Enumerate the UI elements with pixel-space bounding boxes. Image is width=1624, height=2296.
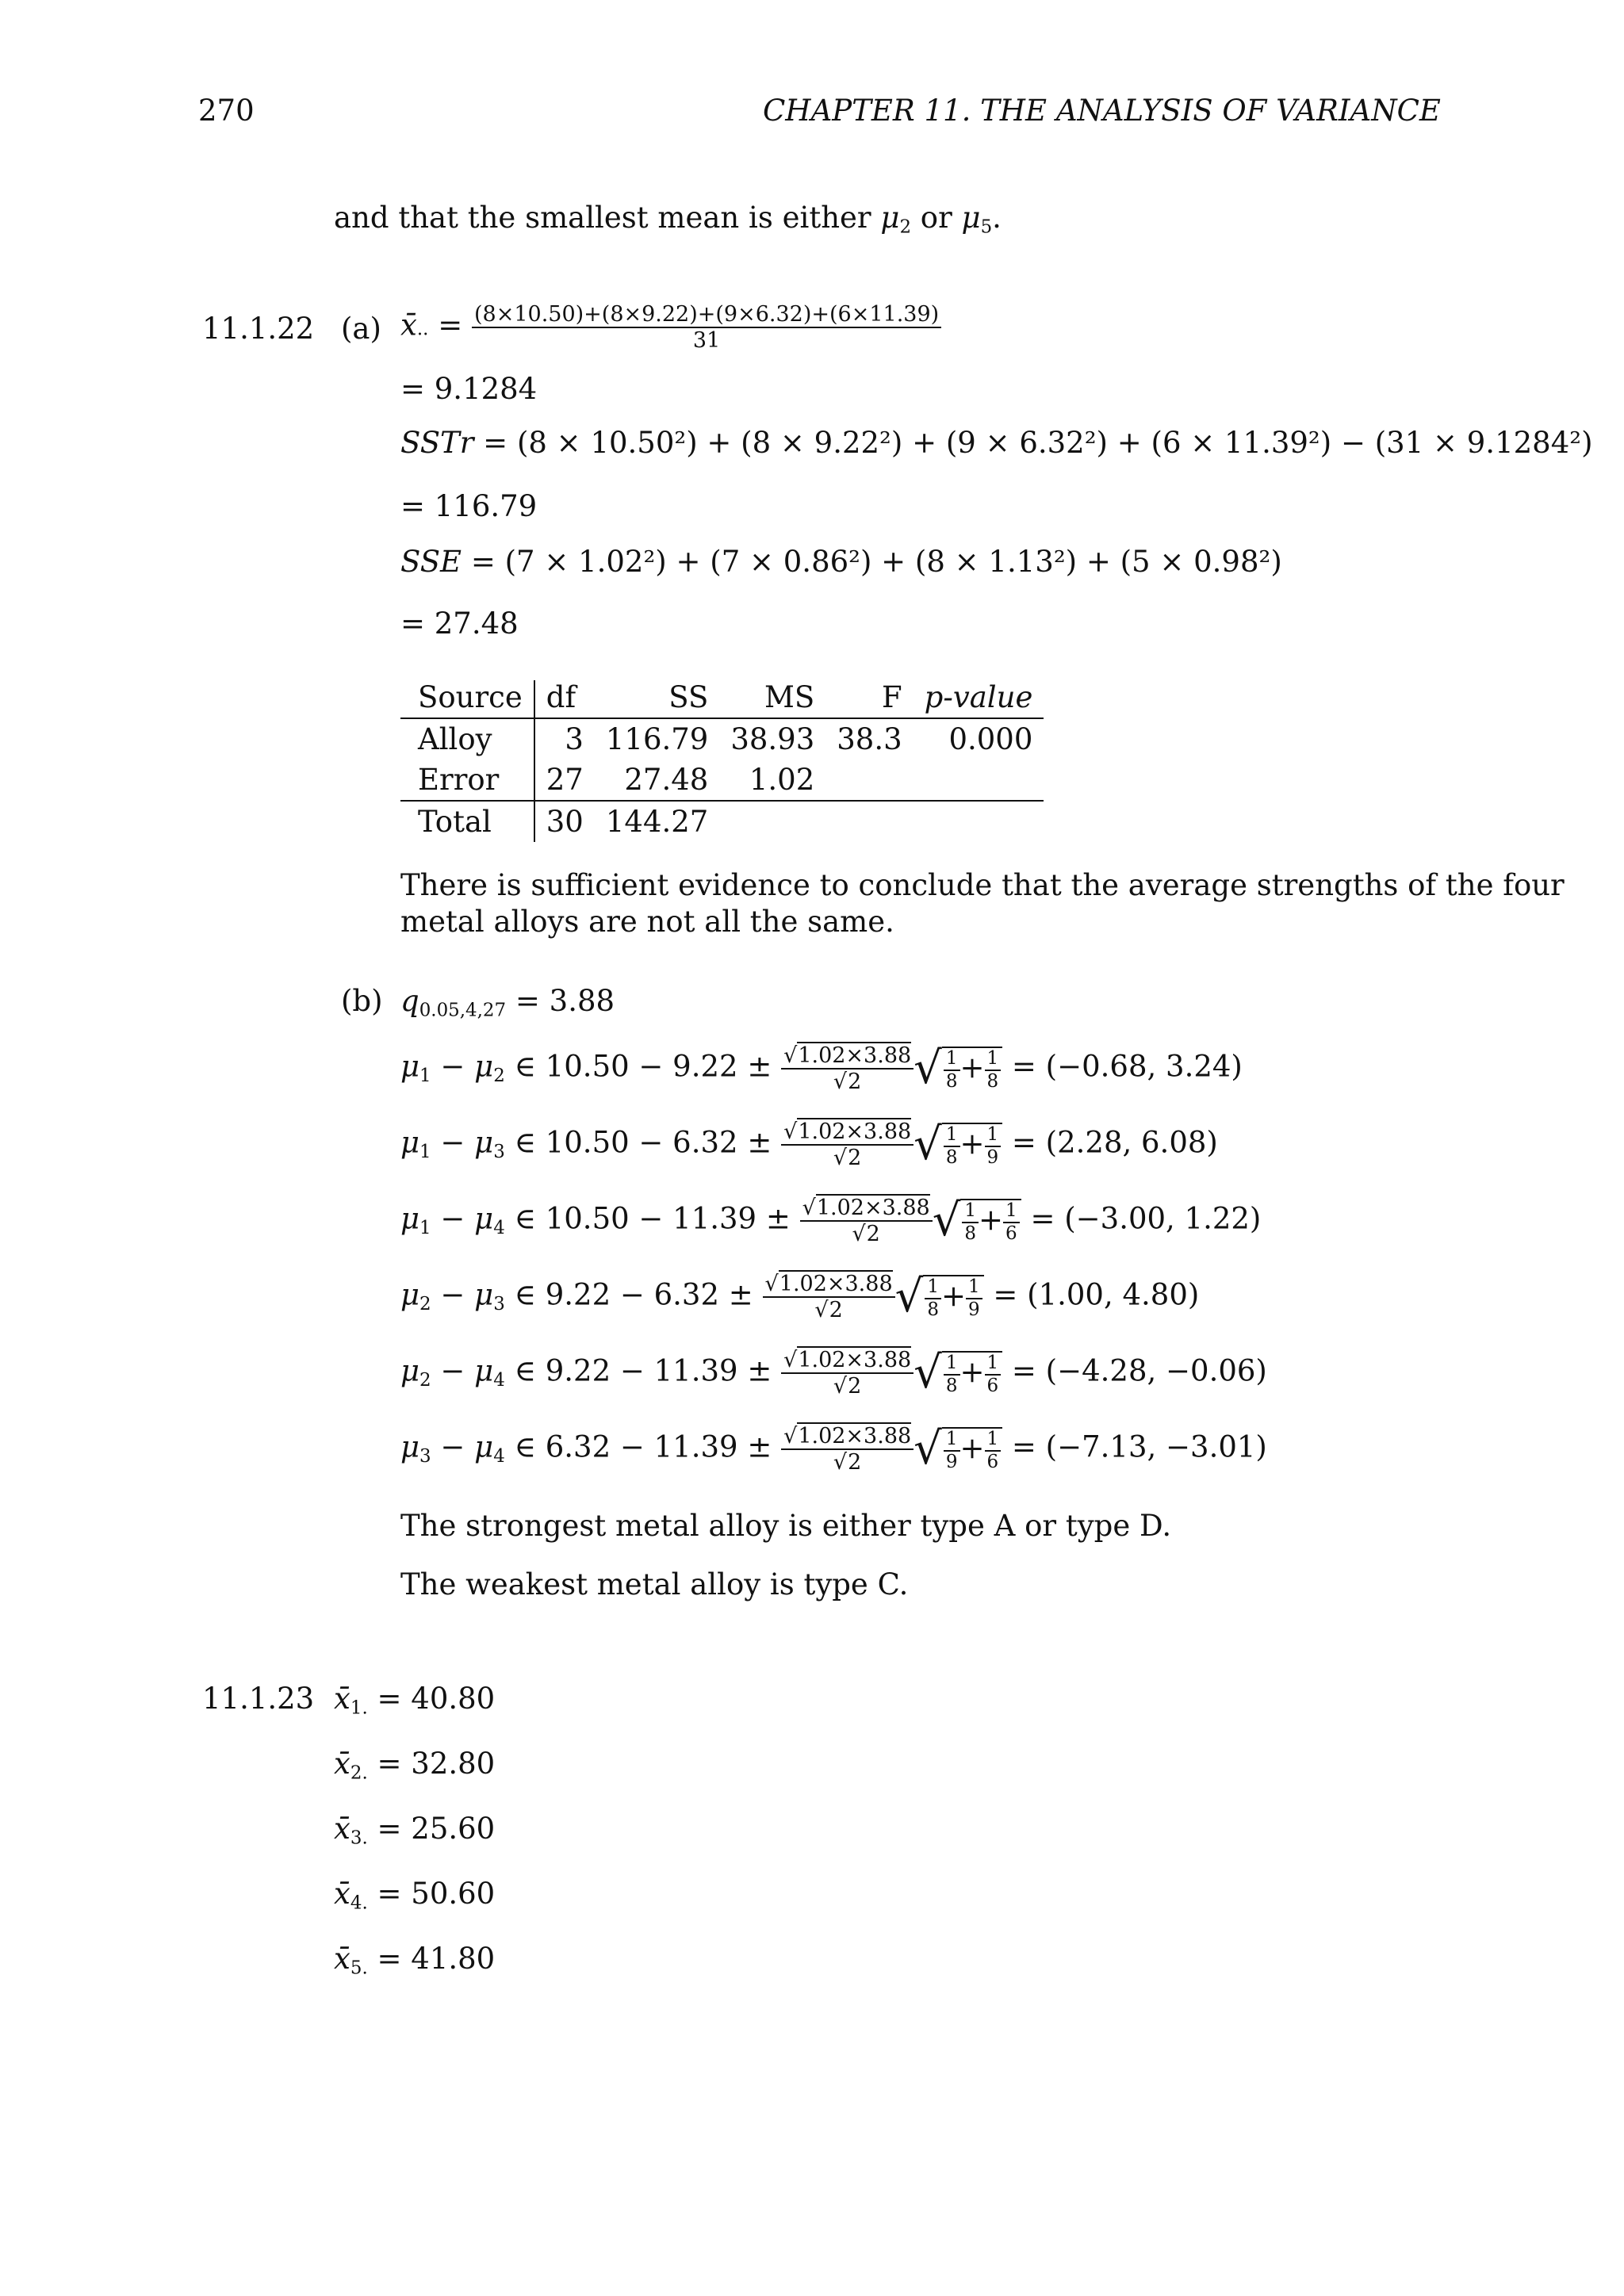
header-ss: SS xyxy=(668,680,709,714)
page-number: 270 xyxy=(198,94,255,128)
part-b-label: (b) xyxy=(341,984,383,1018)
problem-number-22: 11.1.22 xyxy=(202,312,315,346)
sqrt-fraction: $\frac{√1.02\times 3.88}{√2}$ xyxy=(781,1045,914,1093)
mean-row: $x̄_{1.} = 40.80$ xyxy=(334,1682,496,1719)
table-header-row xyxy=(400,680,1044,718)
table-row: Error 27 27.48 1.02 xyxy=(400,760,1044,801)
interval-row: $\mu_1 - \mu_3$ ∈ 10.50 − 6.32 ± $\frac{√1.02\times 3.88}{√2}$ √ $\frac{1}{8}$ + $\frac{1}{9}$ = (2.28, 6.08) xyxy=(400,1119,1218,1170)
interval-row: $\mu_2 - \mu_3$ ∈ 9.22 − 6.32 ± $\frac{√1.02\times 3.88}{√2}$ √ $\frac{1}{8}$ + $\frac{1}{9}$ = (1.00, 4.80) xyxy=(400,1271,1200,1322)
header-df: df xyxy=(546,680,576,714)
sse-result: = 27.48 xyxy=(400,607,519,641)
sqrt-term: √ $\frac{1}{8}$ + $\frac{1}{9}$ xyxy=(895,1275,984,1319)
sstr-result: = 116.79 xyxy=(400,489,538,523)
table-row: Total 30 144.27 xyxy=(400,801,1044,842)
xbar-result: = 9.1284 xyxy=(400,372,538,406)
intro-line: and that the smallest mean is either $\mu_2$ or $\mu_5$. xyxy=(334,201,1002,238)
interval-row: $\mu_1 - \mu_4$ ∈ 10.50 − 11.39 ± $\frac{√1.02\times 3.88}{√2}$ √ $\frac{1}{8}$ + $\frac{1}{6}$ = (−3.00, 1.22) xyxy=(400,1195,1262,1246)
part-a-label: (a) xyxy=(341,312,381,346)
conclusion-line-2: metal alloys are not all the same. xyxy=(400,905,894,939)
sqrt-fraction: $\frac{√1.02\times 3.88}{√2}$ xyxy=(781,1425,914,1473)
header-pvalue: p-value xyxy=(924,680,1033,714)
sqrt-term: √ $\frac{1}{8}$ + $\frac{1}{6}$ xyxy=(914,1351,1002,1395)
mean-row: $x̄_{2.} = 32.80$ xyxy=(334,1747,496,1784)
sqrt-term: √ $\frac{1}{8}$ + $\frac{1}{9}$ xyxy=(914,1123,1002,1167)
strongest-conclusion: The strongest metal alloy is either type A or type D. xyxy=(400,1509,1172,1543)
problem-number-23: 11.1.23 xyxy=(202,1682,315,1716)
header-source: Source xyxy=(400,680,534,718)
sqrt-fraction: $\frac{√1.02\times 3.88}{√2}$ xyxy=(781,1121,914,1169)
sse-equation: SSE = (7 × 1.02²) + (7 × 0.86²) + (8 × 1.13²) + (5 × 0.98²) xyxy=(400,545,1282,579)
sqrt-fraction: $\frac{√1.02\times 3.88}{√2}$ xyxy=(800,1197,933,1245)
conclusion-line-1: There is sufficient evidence to conclude that the average strengths of the four xyxy=(400,868,1565,902)
q-value: $q_{0.05,4,27} = 3.88$ xyxy=(400,984,615,1021)
sstr-equation: SSTr = (8 × 10.50²) + (8 × 9.22²) + (9 × 6.32²) + (6 × 11.39²) − (31 × 9.1284²) xyxy=(400,426,1593,460)
running-header: CHAPTER 11. THE ANALYSIS OF VARIANCE xyxy=(763,94,1441,128)
mean-row: $x̄_{3.} = 25.60$ xyxy=(334,1812,496,1849)
sqrt-term: √ $\frac{1}{8}$ + $\frac{1}{8}$ xyxy=(914,1047,1002,1091)
mean-row: $x̄_{5.} = 41.80$ xyxy=(334,1942,496,1979)
anova-table xyxy=(400,680,1044,842)
interval-row: $\mu_3 - \mu_4$ ∈ 6.32 − 11.39 ± $\frac{√1.02\times 3.88}{√2}$ √ $\frac{1}{9}$ + $\frac{1}{6}$ = (−7.13, −3.01) xyxy=(400,1423,1267,1475)
interval-row: $\mu_1 - \mu_2$ ∈ 10.50 − 9.22 ± $\frac{√1.02\times 3.88}{√2}$ √ $\frac{1}{8}$ + $\frac{1}{8}$ = (−0.68, 3.24) xyxy=(400,1043,1243,1094)
sqrt-fraction: $\frac{√1.02\times 3.88}{√2}$ xyxy=(763,1273,895,1321)
interval-row: $\mu_2 - \mu_4$ ∈ 9.22 − 11.39 ± $\frac{√1.02\times 3.88}{√2}$ √ $\frac{1}{8}$ + $\frac{1}{6}$ = (−4.28, −0.06) xyxy=(400,1347,1267,1399)
xbar-equation: $x̄_{\cdot\cdot}$ = $\frac{(8\times 10.50)+(8\times 9.22)+(9\times 6.32)+(6\times 11.39)}{31}$ xyxy=(400,304,941,351)
table-row: Alloy 3 116.79 38.93 38.3 0.000 xyxy=(400,718,1044,760)
header-ms: MS xyxy=(764,680,815,714)
xbar-fraction: $\frac{(8\times 10.50)+(8\times 9.22)+(9\times 6.32)+(6\times 11.39)}{31}$ xyxy=(472,304,941,351)
sqrt-term: √ $\frac{1}{8}$ + $\frac{1}{6}$ xyxy=(933,1199,1021,1243)
weakest-conclusion: The weakest metal alloy is type C. xyxy=(400,1567,909,1601)
sqrt-term: √ $\frac{1}{9}$ + $\frac{1}{6}$ xyxy=(914,1427,1002,1471)
mean-row: $x̄_{4.} = 50.60$ xyxy=(334,1877,496,1914)
sqrt-fraction: $\frac{√1.02\times 3.88}{√2}$ xyxy=(781,1349,914,1397)
header-f: F xyxy=(881,680,902,714)
